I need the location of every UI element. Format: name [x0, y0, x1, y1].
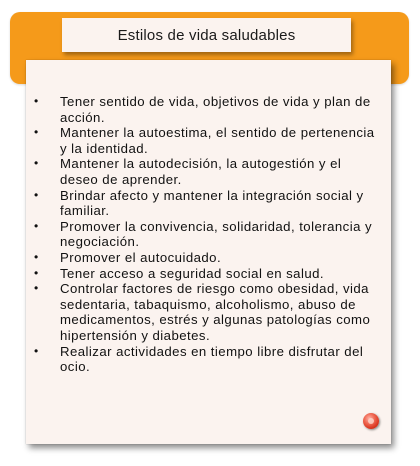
list-item — [26, 94, 391, 125]
list-item-text: Promover el autocuidado. — [60, 249, 222, 265]
next-circle-icon — [368, 418, 374, 424]
list-item — [26, 281, 391, 343]
list-item-text: Realizar actividades en tiempo libre disfrutar del ocio. — [60, 343, 364, 375]
bullet-icon: • — [34, 187, 39, 202]
bullet-icon: • — [34, 249, 39, 264]
list-item-text: Tener acceso a seguridad social en salud. — [60, 265, 325, 281]
list-item — [26, 344, 391, 375]
bullet-icon: • — [34, 156, 39, 171]
list-item — [26, 250, 391, 266]
bullet-icon: • — [34, 343, 39, 358]
list-item — [26, 266, 391, 282]
bullet-icon: • — [34, 265, 39, 280]
list-item — [26, 156, 391, 187]
list-item — [26, 219, 391, 250]
list-item — [26, 125, 391, 156]
list-item-text: Controlar factores de riesgo como obesidad, vida sedentaria, tabaquismo, alcoholismo, abuso de medicamentos, estrés y algunas patologías como hipertensión y diabetes. — [60, 281, 371, 343]
bullet-icon: • — [34, 218, 39, 233]
bullet-icon: • — [34, 125, 39, 140]
page-title: Estilos de vida saludables — [117, 26, 296, 44]
lifestyle-list — [26, 94, 391, 375]
list-item — [26, 188, 391, 219]
bullet-icon: • — [34, 281, 39, 296]
bullet-icon: • — [34, 94, 39, 108]
list-item-text: Tener sentido de vida, objetivos de vida y plan de acción. — [60, 94, 371, 125]
list-item-text: Mantener la autodecisión, la autogestión y el deseo de aprender. — [60, 156, 342, 187]
content-card — [26, 60, 391, 444]
list-item-text: Promover la convivencia, solidaridad, tolerancia y negociación. — [60, 218, 373, 250]
title-box — [62, 18, 351, 52]
next-button[interactable] — [363, 413, 379, 429]
list-item-text: Brindar afecto y mantener la integración social y familiar. — [60, 187, 364, 219]
list-item-text: Mantener la autoestima, el sentido de pertenencia y la identidad. — [60, 125, 375, 156]
